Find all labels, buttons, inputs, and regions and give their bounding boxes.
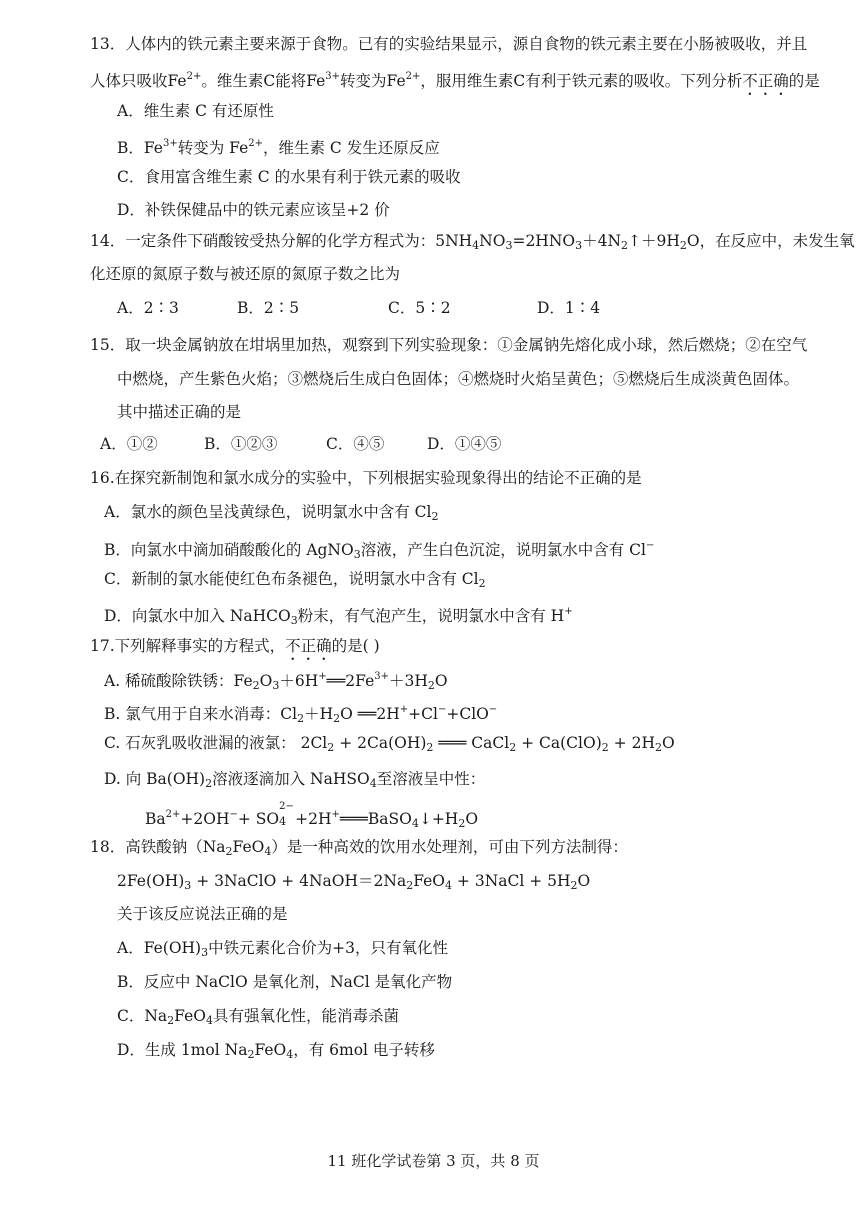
q16-option-d[interactable]: D．向氯水中加入 NaHCO$_3$粉末，有气泡产生，说明氯水中含有 H+: [104, 606, 573, 627]
q17-option-d[interactable]: D. 向 $Ba(OH)_2$溶液逐滴加入 NaHSO$_4$至溶液呈中性：: [104, 770, 486, 790]
q13-stem-line2: 人体只吸收$Fe^{2+}$。维生素C能将$Fe^{3+}$转变为$Fe^{2+}$，服用维生素C有利于铁元素的吸收。下列分析不正确的是: [90, 71, 820, 90]
q15-option-a[interactable]: A．①②: [100, 435, 158, 453]
emphasis-not-correct: 不正确: [285, 637, 332, 655]
q17-option-d-equation: $Ba^{2+}+2OH^-+$ SO 2− 4 $+2H^+═══BaSO_4↓+H_2O$: [145, 801, 479, 830]
q15-stem-line1: 15．取一块金属钠放在坩埚里加热，观察到下列实验现象：①金属钠先熔化成小球，然后燃烧；②在空气: [90, 336, 808, 354]
q17-option-a[interactable]: A. 稀硫酸除铁锈：$Fe_2O_3+6H^+══2Fe^{3+}+3H_2O$: [104, 671, 448, 692]
q16-option-b[interactable]: B．向氯水中滴加硝酸酸化的 AgNO$_3$溶液，产生白色沉淀，说明氯水中含有 Cl−: [104, 540, 655, 561]
q17-option-b[interactable]: B. 氯气用于自来水消毒：$Cl_2+H_2O$ ══2H++Cl−+ClO−: [104, 704, 498, 725]
q18-stem-line3: 关于该反应说法正确的是: [117, 905, 288, 923]
q13-option-b[interactable]: B．$Fe^{3+}$转变为 $Fe^{2+}$，维生素 C 发生还原反应: [117, 138, 440, 157]
q16-stem: 16.在探究新制饱和氯水成分的实验中，下列根据实验现象得出的结论不正确的是: [90, 469, 642, 487]
q13-option-a[interactable]: A．维生素 C 有还原性: [117, 102, 274, 120]
q14-stem-line1: 14．一定条件下硝酸铵受热分解的化学方程式为：$5NH_4NO_3=2HNO_3+4N_2↑+9H_2O$，在反应中，未发生氧: [90, 232, 855, 252]
q15-stem-line3: 其中描述正确的是: [117, 403, 242, 421]
q17-stem: 17.下列解释事实的方程式，不正确的是( ): [90, 637, 380, 655]
q15-option-d[interactable]: D．①④⑤: [427, 435, 502, 453]
q17-option-c[interactable]: C. 石灰乳吸收泄漏的液氯： $2Cl_2 + 2Ca(OH)_2$ ═══ CaCl$_2$ + $Ca(ClO)_2 + 2H_2O$: [104, 734, 675, 754]
q13-option-c[interactable]: C．食用富含维生素 C 的水果有利于铁元素的吸收: [117, 168, 461, 186]
q18-equation: $2Fe(OH)_3$ + 3NaClO + $4NaOH=2Na_2FeO_4$ + 3NaCl + $5H_2O$: [117, 872, 591, 892]
page-footer: 11 班化学试卷第 3 页，共 8 页: [327, 1152, 540, 1170]
q13-option-d[interactable]: D．补铁保健品中的铁元素应该呈+2 价: [117, 201, 390, 219]
q15-option-c[interactable]: C．④⑤: [326, 435, 385, 453]
q14-stem-line2: 化还原的氮原子数与被还原的氮原子数之比为: [90, 265, 401, 283]
q15-option-b[interactable]: B．①②③: [204, 435, 278, 453]
emphasis-not-correct: 不正确: [742, 72, 789, 90]
q13-stem-line1: 13．人体内的铁元素主要来源于食物。已有的实验结果显示，源自食物的铁元素主要在小肠被吸收，并且: [90, 35, 808, 53]
q18-option-a[interactable]: A．$Fe(OH)_3$中铁元素化合价为+3，只有氧化性: [117, 939, 448, 959]
q14-option-a[interactable]: A．2∶3: [117, 299, 179, 317]
q16-option-a[interactable]: A．氯水的颜色呈浅黄绿色，说明氯水中含有 $Cl_2$: [104, 503, 439, 523]
q14-option-c[interactable]: C．5∶2: [388, 299, 451, 317]
q14-option-d[interactable]: D．1∶4: [537, 299, 601, 317]
q14-option-b[interactable]: B．2∶5: [237, 299, 300, 317]
q16-option-c[interactable]: C．新制的氯水能使红色布条褪色，说明氯水中含有 $Cl_2$: [104, 570, 486, 590]
q18-option-c[interactable]: C．$Na_2FeO_4$具有强氧化性，能消毒杀菌: [117, 1007, 399, 1027]
q15-stem-line2: 中燃烧，产生紫色火焰；③燃烧后生成白色固体；④燃烧时火焰呈黄色；⑤燃烧后生成淡黄色固体。: [117, 370, 800, 388]
q18-option-d[interactable]: D．生成 1mol $Na_2FeO_4$，有 6mol 电子转移: [117, 1041, 435, 1061]
q18-option-b[interactable]: B．反应中 NaClO 是氧化剂，NaCl 是氧化产物: [117, 973, 453, 991]
q18-stem-line1: 18．高铁酸钠$(Na_2FeO_4)$是一种高效的饮用水处理剂，可由下列方法制得：: [90, 838, 628, 858]
